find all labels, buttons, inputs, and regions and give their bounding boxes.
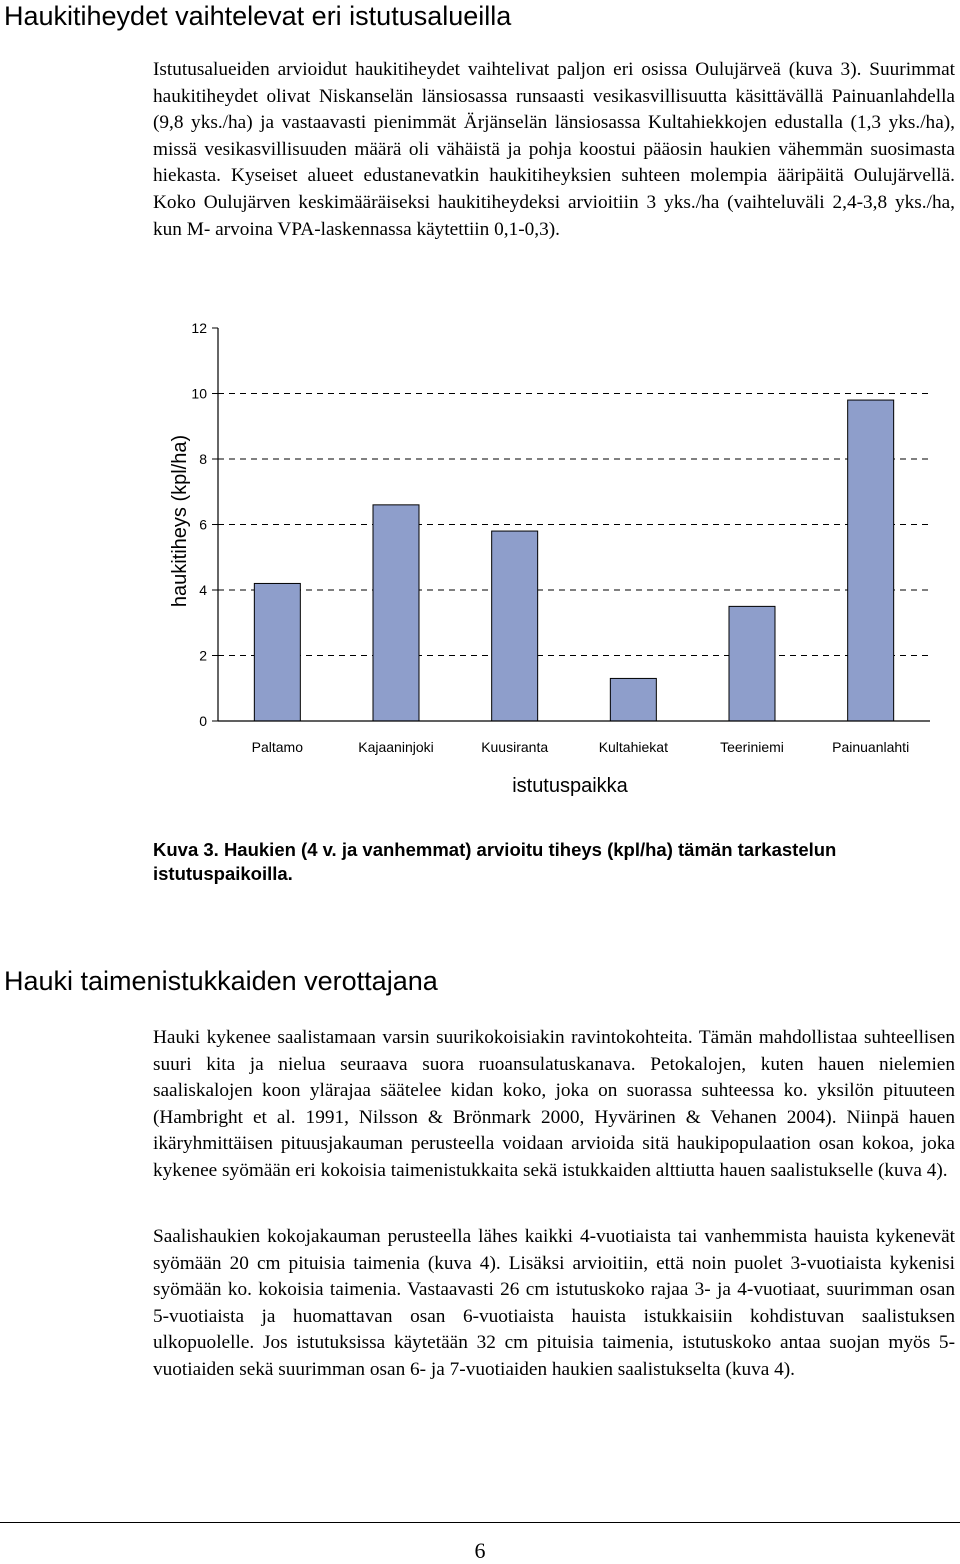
y-tick-label: 6 xyxy=(199,516,207,533)
y-tick-label: 12 xyxy=(191,320,207,336)
x-tick-label: Painuanlahti xyxy=(832,739,910,755)
y-tick-label: 8 xyxy=(199,451,207,467)
y-tick-label: 10 xyxy=(191,385,207,402)
footer-rule xyxy=(0,1522,960,1523)
figure-caption: Kuva 3. Haukien (4 v. ja vanhemmat) arvioitu tiheys (kpl/ha) tämän tarkastelun istutuspaikoilla. xyxy=(153,839,837,884)
chart-grid xyxy=(218,394,930,656)
y-tick-labels xyxy=(191,320,218,729)
y-axis-label: haukitiheys (kpl/ha) xyxy=(169,434,191,608)
x-tick-label: Kajaaninjoki xyxy=(358,739,434,755)
body-paragraph-1: Hauki kykenee saalistamaan varsin suurikokoisiakin ravintokohteita. Tämän mahdollistaa suhteellisen suuri kita ja nielua seuraava suora ruoansulatuskanava. Petokalojen, kuten hauen nielemien saaliskalojen koon ylärajaa säätelee kidan koko, joka on suorassa suhteessa ko. yksilön pituuteen (Hambright et al. 1991, Nilsson & Brönmark 2000, Hyvärinen & Vehanen 2004). Niinpä hauen ikäryhmittäisen pituusjakauman perusteella voidaan arvioida sitä haukipopulaation osan kokoa, joka kykenee syömään eri kokoisia taimenistukkaita sekä istukkaiden alttiutta hauen saalistukselle (kuva 4). xyxy=(153,1027,955,1181)
section-heading-2: Hauki taimenistukkaiden verottajana xyxy=(4,966,438,996)
body-paragraph-2: Saalishaukien kokojakauman perusteella lähes kaikki 4-vuotiaista tai vanhemmista hauista kykenevät syömään 20 cm pituisia taimenia (kuva 4). Lisäksi arvioitiin, että noin puolet 3-vuotiaista kykenisi syömään ko. kokoisia taimenia. Vastaavasti 26 cm istutuskoko rajaa 3- ja 4-vuotiaat, suurimman osan 5-vuotiaista ja huomattavan osan 6-vuotiaista hauista istukkaisiin kohdistuvan saalistuksen ulkopuolelle. Jos istutuksissa käytetään 32 cm pituisia taimenia, istutuskoko antaa suojan myös 5-vuotiaiden sekä suurimman osan 6- ja 7-vuotiaiden haukien saalistukselta (kuva 4). xyxy=(153,1226,955,1380)
bar-kuusiranta xyxy=(492,531,538,721)
x-tick-label: Kultahiekat xyxy=(598,739,668,755)
bar-teeriniemi xyxy=(729,606,775,721)
intro-paragraph: Istutusalueiden arvioidut haukitiheydet vaihtelivat paljon eri osissa Oulujärveä (kuva 3). Suurimmat haukitiheydet olivat Niskanselän länsiosassa runsaasti vesikasvillisuutta käsittävällä Painuanlahdella (9,8 yks./ha) ja vastaavasti pienimmät Ärjänselän länsiosassa Kultahiekkojen edustalla (1,3 yks./ha), missä vesikasvillisuuden määrä oli vähäistä ja pohja koostui pääosin haukien vähemmän suosimasta hiekasta. Kyseiset alueet edustanevatkin haukitiheyksien suhteen molempia ääripäitä Oulujärvellä. Koko Oulujärven keskimääräiseksi haukitiheydeksi arvioitiin 3 yks./ha (vaihteluväli 2,4-3,8 yks./ha, kun M- arvoina VPA-laskennassa käytettiin 0,1-0,3). xyxy=(153,59,955,240)
section-heading: Haukitiheydet vaihtelevat eri istutusalueilla xyxy=(4,1,512,31)
x-axis-label: istutuspaikka xyxy=(512,775,628,797)
x-tick-labels xyxy=(252,739,910,755)
y-tick-label: 0 xyxy=(199,713,207,729)
bar-painuanlahti xyxy=(848,400,894,721)
x-tick-label: Paltamo xyxy=(251,739,304,755)
x-tick-label: Teeriniemi xyxy=(720,739,784,755)
y-tick-label: 2 xyxy=(199,647,207,664)
y-tick-label: 4 xyxy=(199,582,207,598)
x-tick-label: Kuusiranta xyxy=(481,739,549,755)
chart-bars xyxy=(254,400,893,721)
bar-kajaaninjoki xyxy=(373,505,419,721)
page-number: 6 xyxy=(474,1538,486,1563)
density-bar-chart xyxy=(0,300,960,815)
bar-paltamo xyxy=(254,583,300,721)
bar-kultahiekat xyxy=(610,678,656,721)
